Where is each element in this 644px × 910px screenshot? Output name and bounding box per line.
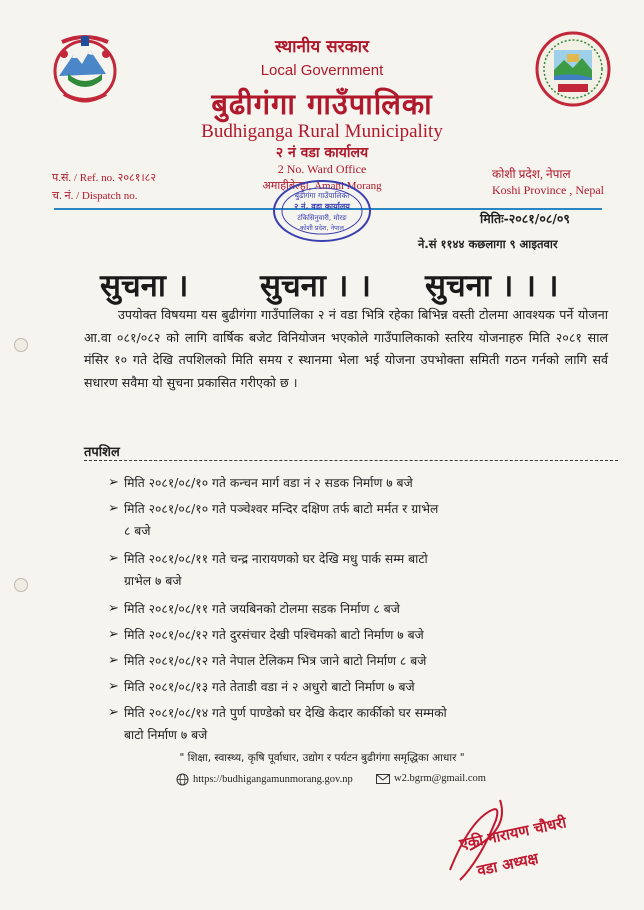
local-government-en: Local Government	[260, 62, 384, 79]
arrow-bullet-icon: ➢	[108, 601, 119, 616]
details-heading: तपशिल	[84, 445, 120, 460]
signature-block	[440, 790, 590, 894]
website-text: https://budhigangamunmorang.gov.np	[193, 773, 353, 785]
schedule-text: मिति २०८१/०८/१४ गते पुर्ण पाण्डेको घर देखि केदार कार्कीको घर सम्मको	[124, 706, 447, 720]
mail-icon	[376, 774, 390, 784]
municipality-name-en: Budhiganga Rural Municipality	[201, 121, 443, 142]
schedule-text-cont: बाटो निर्माण ७ बजे	[124, 728, 208, 742]
notice-heading: सुचना । ।	[260, 268, 371, 304]
arrow-bullet-icon: ➢	[108, 501, 119, 516]
arrow-bullet-icon: ➢	[108, 653, 119, 668]
stamp-line: कोशी प्रदेश, नेपाल	[300, 224, 344, 232]
schedule-item	[108, 598, 608, 620]
schedule-text: मिति २०८१/०८/१० गते कन्चन मार्ग वडा नं २ सडक निर्माण ७ बजे	[124, 476, 413, 490]
office-address: अमाहीबेल्हा, Amahi Morang	[262, 180, 382, 192]
schedule-text-cont: ८ बजे	[124, 524, 151, 538]
schedule-item	[108, 472, 608, 494]
document-date: मितिः-२०८१/०८/०९	[480, 211, 570, 226]
schedule-item	[108, 676, 608, 698]
email-text: w2.bgrm@gmail.com	[394, 773, 486, 784]
schedule-text: मिति २०८१/०८/११ गते चन्द्र नारायणको घर देखि मधु पार्क सम्म बाटो	[124, 552, 428, 566]
schedule-item	[108, 548, 608, 592]
province-np: कोशी प्रदेश, नेपाल	[492, 167, 571, 181]
office-stamp-icon	[270, 178, 374, 244]
footer-slogan: " शिक्षा, स्वास्थ्य, कृषि पूर्वाधार, उद्योग र पर्यटन बुढीगंगा समृद्धिका आधार "	[179, 752, 465, 764]
nepal-samvat-date: ने.सं ११४४ कछलागा ९ आइतवार	[418, 237, 558, 251]
arrow-bullet-icon: ➢	[108, 627, 119, 642]
signatory-name: एकी नारायण चौधरी	[457, 813, 568, 854]
schedule-item	[108, 702, 608, 746]
signatory-title: वडा अध्यक्ष	[475, 849, 540, 880]
schedule-text: मिति २०८१/०८/१३ गते तेताडी वडा नं २ अधुरो बाटो निर्माण ७ बजे	[124, 680, 415, 694]
stamp-line: टंकिसिनुवारी, मोरङ	[297, 214, 347, 222]
schedule-text: मिति २०८१/०८/१२ गते नेपाल टेलिकम भित्र जाने बाटो निर्माण ८ बजे	[124, 654, 427, 668]
ward-office-np: २ नं वडा कार्यालय	[275, 145, 369, 161]
details-divider	[84, 460, 618, 461]
email-link[interactable]	[376, 773, 486, 784]
province-en: Koshi Province , Nepal	[492, 183, 604, 197]
punch-hole	[14, 578, 28, 592]
municipality-name-np: बुढीगंगा गाउँपालिका	[211, 87, 433, 121]
website-link[interactable]	[176, 773, 353, 786]
local-government-np: स्थानीय सरकार	[274, 37, 369, 57]
notice-heading: सुचना । । ।	[425, 268, 559, 304]
arrow-bullet-icon: ➢	[108, 475, 119, 490]
schedule-text-cont: ग्राभेल ७ बजे	[124, 574, 182, 588]
punch-hole	[14, 338, 28, 352]
notice-heading: सुचना ।	[100, 268, 189, 304]
schedule-text: मिति २०८१/०८/१२ गते दुरसंचार देखी पश्चिमको बाटो निर्माण ७ बजे	[124, 628, 424, 642]
schedule-item	[108, 650, 608, 672]
arrow-bullet-icon: ➢	[108, 679, 119, 694]
stamp-line: बुढीगंगा गाउँपालिका	[294, 191, 350, 200]
schedule-item	[108, 498, 608, 542]
arrow-bullet-icon: ➢	[108, 551, 119, 566]
ward-office-en: 2 No. Ward Office	[277, 162, 367, 176]
arrow-bullet-icon: ➢	[108, 705, 119, 720]
reference-number: प.सं. / Ref. no. २०८१।८२	[52, 172, 157, 184]
schedule-text: मिति २०८१/०८/१० गते पञ्चेश्वर मन्दिर दक्षिण तर्फ बाटो मर्मत र ग्राभेल	[124, 502, 439, 516]
dispatch-number: च. नं. / Dispatch no.	[52, 190, 138, 202]
notice-body: उपयोक्त विषयमा यस बुढीगंगा गाउँपालिका २ नं वडा भित्रि रहेका बिभिन्न वस्ती टोलमा आवश्यक पर्ने योजना आ.वा ०८१/०८२ को लागि वार्षिक बजेट विनियोजन भएकोले गाउँपालिकाको स्तरिय योजनाहरु मिति २०८१ साल मंसिर १० गते देखि तपशिलको मिति समय र स्थानमा भेला भई योजना उपभोक्ता समिती गठन गर्नको लागि सर्व सधारण सवैमा यो सुचना प्रकासित गरीएको छ ।	[84, 307, 608, 390]
schedule-text: मिति २०८१/०८/११ गते जयबिनको टोलमा सडक निर्माण ८ बजे	[124, 602, 400, 616]
globe-icon	[176, 773, 189, 786]
stamp-line: २ नं. वडा कार्यालय	[294, 202, 350, 211]
schedule-item	[108, 624, 608, 646]
